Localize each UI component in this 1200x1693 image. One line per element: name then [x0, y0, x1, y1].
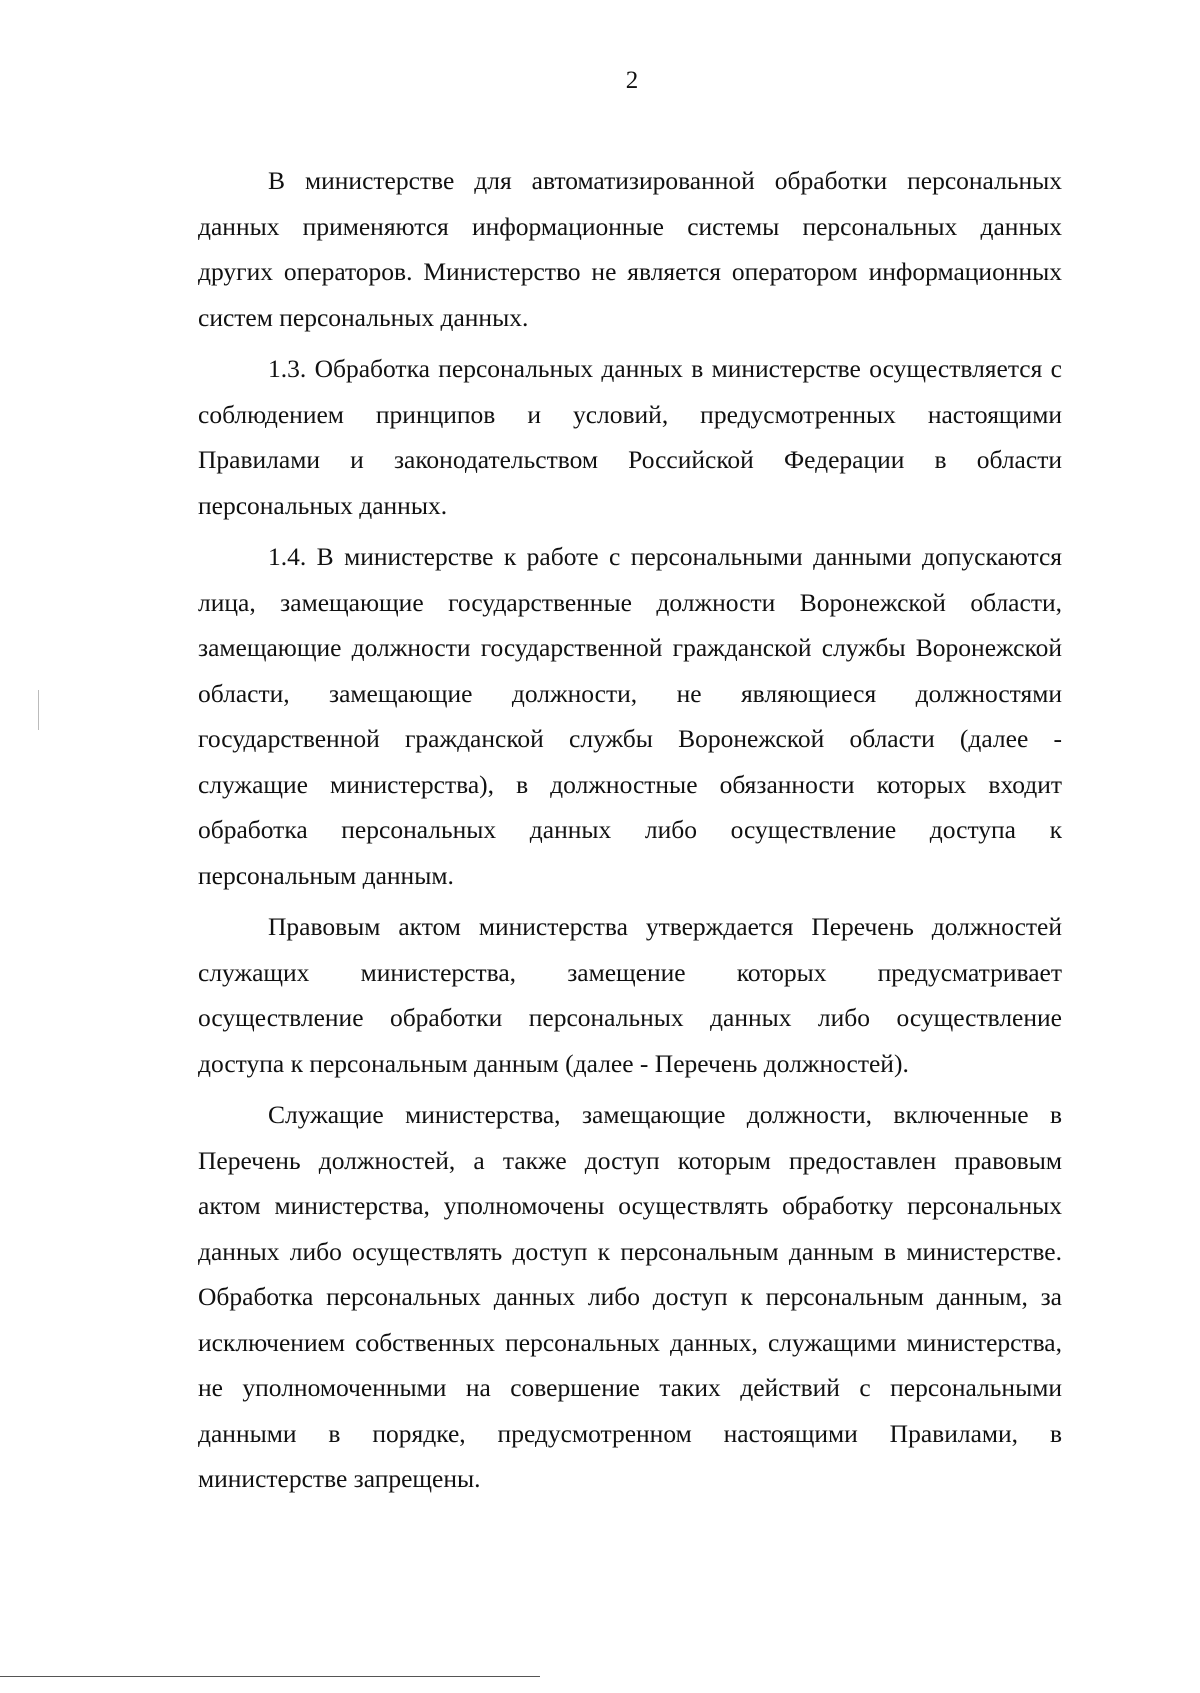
- text-line: Обработка персональных данных либо доступ к персональным данным, за: [198, 1282, 1062, 1311]
- text-line: государственной гражданской службы Воронежской области (далее -: [198, 724, 1062, 753]
- text-line: осуществление обработки персональных данных либо осуществление: [198, 1003, 1062, 1032]
- text-line: Правилами и законодательством Российской Федерации в области: [198, 445, 1062, 474]
- text-line: В министерстве для автоматизированной обработки персональных: [268, 166, 1062, 195]
- text-line: данными в порядке, предусмотренном настоящими Правилами, в: [198, 1418, 1062, 1448]
- text-line: области, замещающие должности, не являющиеся должностями: [198, 678, 1062, 708]
- text-line: данных либо осуществлять доступ к персональным данным в министерстве.: [198, 1236, 1062, 1266]
- document-body: [198, 158, 1062, 1502]
- text-line: актом министерства, уполномочены осуществлять обработку персональных: [198, 1191, 1062, 1220]
- page-number: 2: [625, 67, 639, 94]
- text-line: других операторов. Министерство не является оператором информационных: [198, 257, 1062, 286]
- text-line: Служащие министерства, замещающие должности, включенные в: [268, 1100, 1062, 1129]
- text-line: доступа к персональным данным (далее - Перечень должностей).: [198, 1048, 909, 1078]
- bottom-rule: [0, 1676, 540, 1677]
- paragraph-authorized-employees: [198, 1092, 1062, 1502]
- text-line: систем персональных данных.: [198, 302, 529, 332]
- text-line: лица, замещающие государственные должности Воронежской области,: [198, 587, 1062, 617]
- text-line: Правовым актом министерства утверждается Перечень должностей: [268, 912, 1062, 941]
- text-line: исключением собственных персональных данных, служащими министерства,: [198, 1327, 1062, 1357]
- text-line: соблюдением принципов и условий, предусмотренных настоящими: [198, 399, 1062, 429]
- text-line: 1.4. В министерстве к работе с персональными данными допускаются: [268, 542, 1062, 571]
- paragraph-automated-processing: [198, 158, 1062, 340]
- text-line: не уполномоченными на совершение таких действий с персональными: [198, 1373, 1062, 1402]
- text-line: 1.3. Обработка персональных данных в министерстве осуществляется с: [268, 354, 1062, 383]
- text-line: служащих министерства, замещение которых предусматривает: [198, 957, 1062, 987]
- paragraph-positions-list: [198, 904, 1062, 1086]
- paragraph-1-3: [198, 346, 1062, 528]
- text-line: министерстве запрещены.: [198, 1464, 481, 1493]
- text-line: Перечень должностей, а также доступ которым предоставлен правовым: [198, 1145, 1062, 1175]
- scan-edge-mark: [38, 690, 39, 730]
- text-line: персональным данным.: [198, 860, 454, 890]
- text-line: замещающие должности государственной гражданской службы Воронежской: [198, 633, 1062, 662]
- text-line: служащие министерства), в должностные обязанности которых входит: [198, 769, 1062, 799]
- text-line: персональных данных.: [198, 490, 448, 520]
- paragraph-1-4: [198, 534, 1062, 898]
- text-line: данных применяются информационные системы персональных данных: [198, 211, 1062, 241]
- text-line: обработка персональных данных либо осуществление доступа к: [198, 815, 1062, 844]
